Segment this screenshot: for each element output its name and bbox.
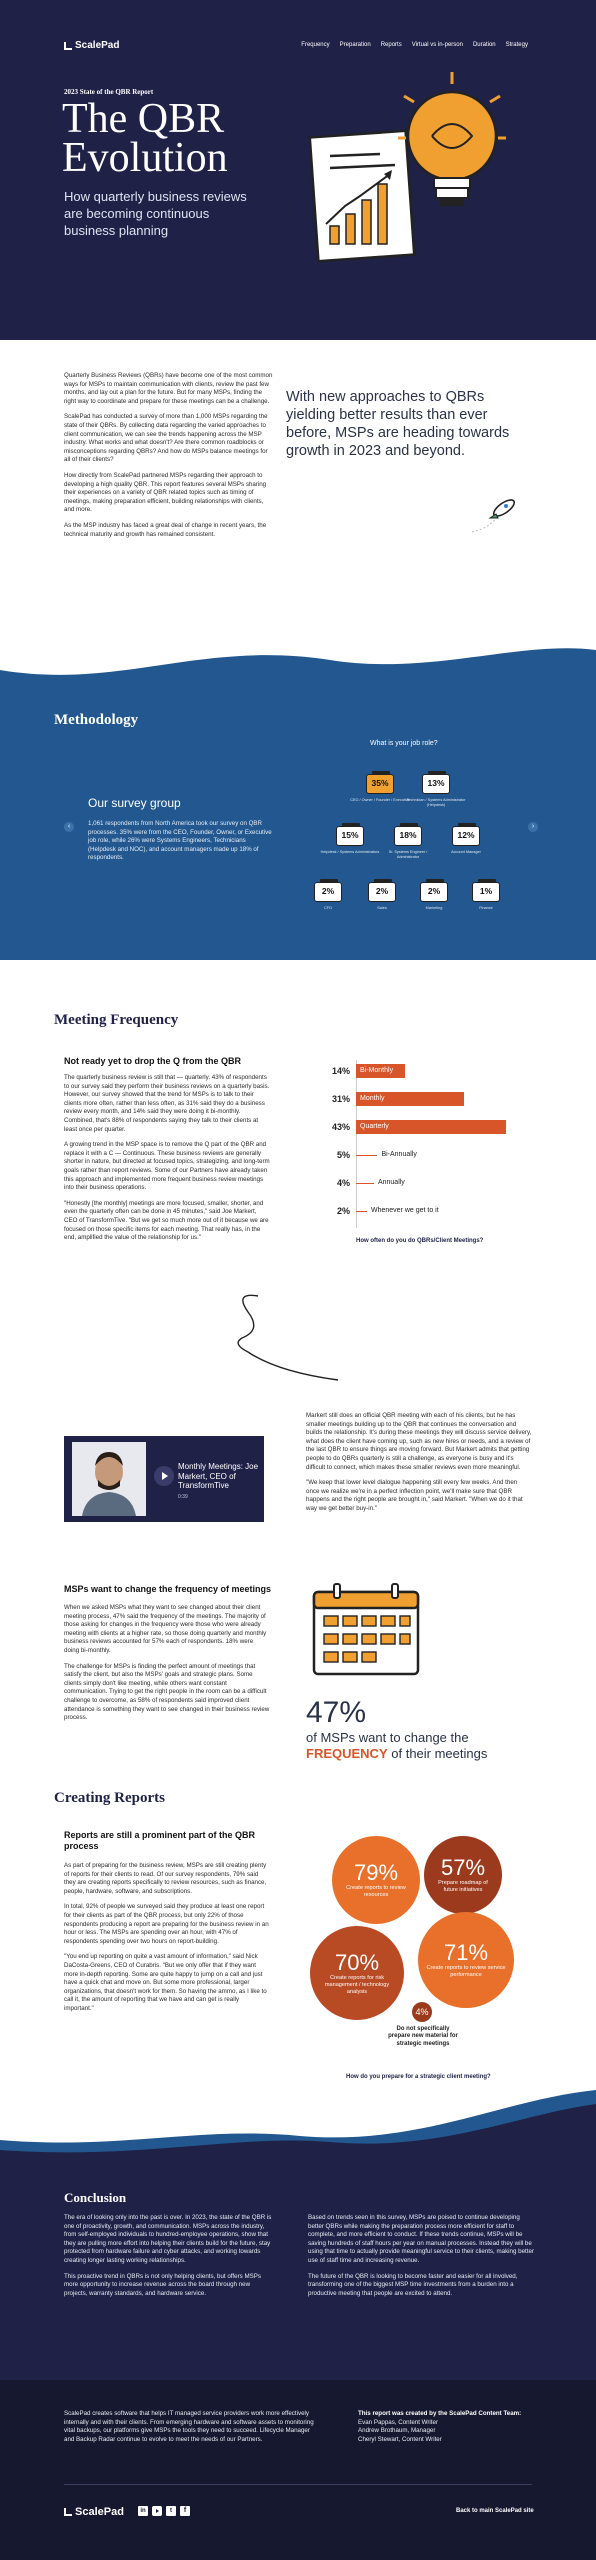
credit-name: Cheryl Stewart, Content Writer xyxy=(358,2435,442,2443)
conclusion-paragraph: The era of looking only into the past is over. In 2023, the state of the QBR is one of proactivity, growth, and communication. MSPs across the industry, from self-employed individuals to hundred-employee operations, show that they are pulling more effort into helping their clients build for the future, stay protected from hardware failure and cyber attacks, and working towards creating longer lasting working relationships. xyxy=(64,2214,272,2264)
calendar-icon xyxy=(310,1582,422,1678)
frequency-text xyxy=(64,1074,270,1243)
intro-paragraph: ScalePad has conducted a survey of more than 1,000 MSPs regarding the state of their QBRs. By collecting data regarding the varied approaches to client communication, we can see the trends happening across the MSP industry. What works and what doesn't? Are there common roadblocks or misconceptions regarding QBRs? And how do MSPs balance meetings for all of their clients? xyxy=(64,413,268,464)
frequency-paragraph: A growing trend in the MSP space is to remove the Q part of the QBR and replace it with a C — Continuous. These business reviews are generally shorter in nature, but directed at focused topics, strategizing, and long-term goals rather than report reviews. Some of our Partners have already taken this approach and implemented more frequent business review meetings into their business operations. xyxy=(64,1141,270,1192)
slider-next-arrow[interactable]: › xyxy=(528,822,538,832)
job-label: Sales xyxy=(377,906,387,910)
nav-duration[interactable]: Duration xyxy=(472,42,496,48)
job-label: Sr. Systems Engineer / Administrator xyxy=(388,850,428,859)
frequency-paragraph: The quarterly business review is still that — quarterly. 43% of respondents to our survey said they perform their business reviews on a quarterly basis. However, our survey showed that the trend for MSPs is to talk to their clients more often, rather than less often, as 31% said they do a business review every month, and 14% said they were doing it bi-monthly. Combined, that's 88% of respondents saying they talk to their clients at least once per quarter. xyxy=(64,1074,270,1133)
bar-value-label: 4% xyxy=(336,1178,350,1188)
markert-text xyxy=(306,1412,532,1514)
play-icon xyxy=(162,1472,168,1480)
footer-credits xyxy=(358,2410,538,2444)
stat-text: of MSPs want to change the FREQUENCY of their meetings xyxy=(306,1730,488,1761)
back-to-site-link[interactable]: Back to main ScalePad site xyxy=(456,2508,534,2514)
bar-category-label: Whenever we get to it xyxy=(370,1207,439,1214)
job-stat-ceo: 35% xyxy=(366,774,394,794)
bar-value-label: 5% xyxy=(336,1150,350,1160)
methodology-heading: Methodology xyxy=(54,712,139,728)
bar-value-label: 31% xyxy=(331,1094,350,1104)
intro-callout: With new approaches to QBRs yielding better results than ever before, MSPs are heading towards growth in 2023 and beyond. xyxy=(286,389,510,459)
bar xyxy=(356,1155,377,1156)
nav-frequency[interactable]: Frequency xyxy=(301,42,330,48)
job-label: Helpdesk / Systems Administrators xyxy=(320,850,380,854)
video-card[interactable] xyxy=(64,1436,264,1522)
job-stat-cfo: 2% xyxy=(314,882,342,902)
job-label: Marketing xyxy=(425,906,443,910)
intro-text xyxy=(64,372,274,539)
video-thumbnail xyxy=(72,1442,146,1516)
wave-top-blue xyxy=(0,620,596,690)
intro-paragraph: Quarterly Business Reviews (QBRs) have become one of the most common ways for MSPs to maintain communication with clients, review the past few months, and lay out a plan for the future. But for many MSPs, finding the right way to coordinate and prepare for these meetings can be a challenge. xyxy=(64,372,273,405)
job-label: CFO xyxy=(323,906,332,910)
reports-text xyxy=(64,1862,270,2014)
job-label: CEO / Owner / Founder / Executive xyxy=(350,798,410,802)
job-stat-finance: 1% xyxy=(472,882,500,902)
job-stat-marketing: 2% xyxy=(420,882,448,902)
conclusion-paragraph: This proactive trend in QBRs is not only helping clients, but offers MSPs more opportunity to increase revenue across the board through new projects, warranty standards, and hardware service. xyxy=(64,2272,261,2297)
survey-group-text: 1,061 respondents from North America took our survey on QBR processes. 35% were from the CEO, Founder, Owner, or Executive job role, while 26% were Systems Engineers, Technicians (Helpdesk and NOC), and account managers made up 18% of respondents. xyxy=(88,820,272,862)
lightbulb-icon xyxy=(398,72,506,206)
job-stat-helpdesk: 15% xyxy=(336,826,364,846)
chart-caption: How often do you do QBRs/Client Meetings? xyxy=(356,1238,484,1244)
footer xyxy=(0,2380,596,2560)
nav-strategy[interactable]: Strategy xyxy=(505,42,528,48)
job-stat-technician: 13% xyxy=(422,774,450,794)
survey-group-heading: Our survey group xyxy=(88,796,181,810)
bubble-57: 57% Prepare roadmap of future initiatives xyxy=(424,1836,502,1914)
hero-illustration xyxy=(300,66,510,298)
bar: Quarterly xyxy=(356,1120,506,1134)
stat-emphasis: FREQUENCY xyxy=(306,1746,388,1761)
reports-heading: Creating Reports xyxy=(54,1790,165,1806)
bar: Bi-Monthly xyxy=(356,1064,405,1078)
reports-caption: How do you prepare for a strategic client meeting? xyxy=(346,2074,491,2080)
change-paragraph: When we asked MSPs what they want to see changed about their client meeting process, 47% said the frequency of the meetings. The majority of those asking for changes in the frequency were those who were already meeting with clients at a higher rate, so those doing quarterly and monthly business reviews accounted for 57% each of respondents. 18% were doing bi-monthly. xyxy=(64,1604,267,1654)
slider-prev-arrow[interactable]: ‹ xyxy=(64,822,74,832)
bar-value-label: 43% xyxy=(331,1122,350,1132)
bar-category-label: Bi-Annually xyxy=(381,1151,417,1158)
job-role-question: What is your job role? xyxy=(370,740,438,747)
markert-paragraph: "We keep that lower level dialogue happening still every few weeks. And then once we realize we're in a perfect inflection point, we'll make sure that QBR happens and the right people are brought in," said Markert. "When we do it that way we get better buy-in." xyxy=(306,1479,523,1512)
reports-paragraph: In total, 92% of people we surveyed said they produce at least one report for their clients as part of the QBR process, but only 22% of those respondents producing a report are preparing for the business review in an hour or less. The MSPs are spending over an hour, with 47% of respondents spending over two hours on report-building. xyxy=(64,1903,269,1945)
job-stat-account-manager: 12% xyxy=(452,826,480,846)
wave-top-navy xyxy=(0,2080,596,2160)
hero-section xyxy=(0,0,596,340)
hero-kicker: 2023 State of the QBR Report xyxy=(64,88,154,96)
conclusion-section xyxy=(0,2158,596,2380)
job-label: Account Manager xyxy=(451,850,481,854)
twitter-icon[interactable]: t xyxy=(166,2506,176,2516)
bubble-79: 79% Create reports to review resources xyxy=(332,1836,420,1924)
hero-title: The QBR Evolution xyxy=(62,96,228,181)
bar: Monthly xyxy=(356,1092,464,1106)
nav-virtual[interactable]: Virtual vs in-person xyxy=(411,42,463,48)
play-button[interactable] xyxy=(154,1466,174,1486)
conclusion-heading: Conclusion xyxy=(64,2190,127,2205)
job-stat-sr-engineer: 18% xyxy=(394,826,422,846)
top-nav xyxy=(291,42,528,48)
conclusion-paragraph: Based on trends seen in this survey, MSPs are poised to continue developing better QBRs while making the preparation process more efficient for staff to complete, and more efficient to conduct. If these trends continue, MSPs will be saving hundreds of staff hours per year on manual processes. Instead they will be using that time to actually provide meaningful service to their clients, making better use of staff time and increasing revenue. xyxy=(308,2214,534,2264)
logo-text: ScalePad xyxy=(75,40,120,51)
bar xyxy=(356,1211,367,1212)
intro-paragraph: How directly from ScalePad partnered MSPs regarding their approach to developing a high quality QBR. This report features several MSPs sharing their experiences on a variety of QBR related topics such as timing of meetings, making preparation efficient, building relationships with clients, and more. xyxy=(64,471,267,514)
hero-subtitle: How quarterly business reviews are becoming continuous business planning xyxy=(64,189,247,238)
job-label: Finance xyxy=(479,906,493,910)
chart-axis-line xyxy=(356,1060,357,1228)
bubble-4-label: Do not specifically prepare new material for strategic meetings xyxy=(388,2026,458,2047)
conclusion-left xyxy=(64,2214,274,2298)
bar xyxy=(356,1183,374,1184)
footer-divider xyxy=(64,2484,532,2485)
markert-paragraph: Markert still does an official QBR meeting with each of his clients, but he has smaller meetings building up to the QBR that continues the conversation and builds the relationship. It's during these meetings they will discuss service delivery, what does the client have coming up, such as new hires or needs, and a review of the last QBR to ensure things are moving forward. But Markert admits that getting people to do QBRs quarterly is still a challenge, as everyone is busy and it's difficult to connect, which makes these smaller reviews even more meaningful. xyxy=(306,1412,532,1471)
logo-icon xyxy=(64,2508,72,2516)
reports-paragraph: As part of preparing for the business review, MSPs are still creating plenty of reports for their clients to read. Of our survey respondents, 79% said they are creating reports specifically to review resources, such as finance, people, hardware, software, and subscriptions. xyxy=(64,1862,267,1895)
bar-value-label: 2% xyxy=(336,1206,350,1216)
bar-value-label: 14% xyxy=(331,1066,350,1076)
change-heading: MSPs want to change the frequency of meetings xyxy=(64,1584,272,1594)
frequency-paragraph: "Honestly [the monthly] meetings are more focused, smaller, shorter, and even the quarterly often can be done in 45 minutes," said Joe Markert, CEO of TransformTive. "But we get so much more out of it because we are focused on those specific items for each meeting. That really has, in the end, amplified the value of the relationship for us." xyxy=(64,1199,269,1242)
change-paragraph: The challenge for MSPs is finding the perfect amount of meetings that satisfy the client, but also the MSPs' goals and strategic plans. Some clients simply don't like meeting, while others want constant communication. Trying to get the right people in the room can be a difficult challenge to overcome, as 58% of respondents said improved client attendance is something they want to see changed in their business review process. xyxy=(64,1662,270,1722)
reports-subheading: Reports are still a prominent part of the QBR process xyxy=(64,1830,256,1851)
conclusion-right xyxy=(308,2214,534,2298)
conclusion-paragraph: The future of the QBR is looking to become faster and easier for all involved, transforming one of the biggest MSP time investments from a burden into a productive meeting that people are excited to attend. xyxy=(308,2272,518,2297)
bubble-71: 71% Create reports to review service performance xyxy=(418,1912,514,2008)
presenter-photo xyxy=(72,1442,146,1516)
footer-logo[interactable] xyxy=(64,2506,124,2518)
video-duration: 0:39 xyxy=(178,1494,188,1500)
credit-name: Evan Pappas, Content Writer xyxy=(358,2418,439,2426)
social-links xyxy=(138,2506,190,2516)
facebook-icon[interactable]: f xyxy=(180,2506,190,2516)
reports-paragraph: "You end up reporting on quite a vast amount of information," said Nick DaCosta-Greens, CEO of Curabris. "But we only offer that if they want more in-depth reporting. Some are quite happy to jump on a call and just have a quick chat and move on. But some more professional, larger organizations, that doesn't work for them. So having the ammo, as I like to call it, the amount of reporting that we have and can get is really important." xyxy=(64,1953,267,2012)
intro-paragraph: As the MSP industry has faced a great deal of change in recent years, the technical maturity and growth has remained consistent. xyxy=(64,521,267,538)
frequency-heading: Meeting Frequency xyxy=(54,1012,179,1028)
logo-text: ScalePad xyxy=(75,2506,124,2518)
change-text xyxy=(64,1604,270,1723)
rocket-icon xyxy=(470,494,518,534)
bubble-70: 70% Create reports for risk management / technology analysis xyxy=(310,1926,404,2020)
nav-preparation[interactable]: Preparation xyxy=(339,42,371,48)
youtube-icon[interactable] xyxy=(152,2506,162,2516)
bar-category-label: Annually xyxy=(377,1179,405,1186)
nav-reports[interactable]: Reports xyxy=(380,42,402,48)
credits-heading: This report was created by the ScalePad Content Team: xyxy=(358,2410,522,2417)
methodology-section xyxy=(0,688,596,960)
frequency-subheading: Not ready yet to drop the Q from the QBR xyxy=(64,1056,242,1066)
linkedin-icon[interactable]: in xyxy=(138,2506,148,2516)
job-stat-sales: 2% xyxy=(368,882,396,902)
video-title: Monthly Meetings: Joe Markert, CEO of TransformTive xyxy=(178,1462,259,1490)
logo-icon xyxy=(64,42,72,50)
squiggle-line xyxy=(226,1286,346,1386)
bubble-4: 4% xyxy=(412,2002,432,2022)
logo[interactable] xyxy=(64,40,119,51)
footer-about: ScalePad creates software that helps IT managed service providers work more effectively internally and with their clients. From emerging hardware and software assets to monitoring vital backups, our platforms give MSPs the tools they need to succeed. Lifecycle Manager and Backup Radar continue to evolve to meet the needs of our Partners. xyxy=(64,2410,314,2443)
document-icon xyxy=(310,131,414,261)
job-label: Technician / Systems Administrator (Helpdesk) xyxy=(406,798,466,807)
stat-value-47: 47% xyxy=(306,1696,367,1729)
credit-name: Andrew Brothaum, Manager xyxy=(358,2427,436,2435)
frequency-chart xyxy=(320,1060,540,1250)
